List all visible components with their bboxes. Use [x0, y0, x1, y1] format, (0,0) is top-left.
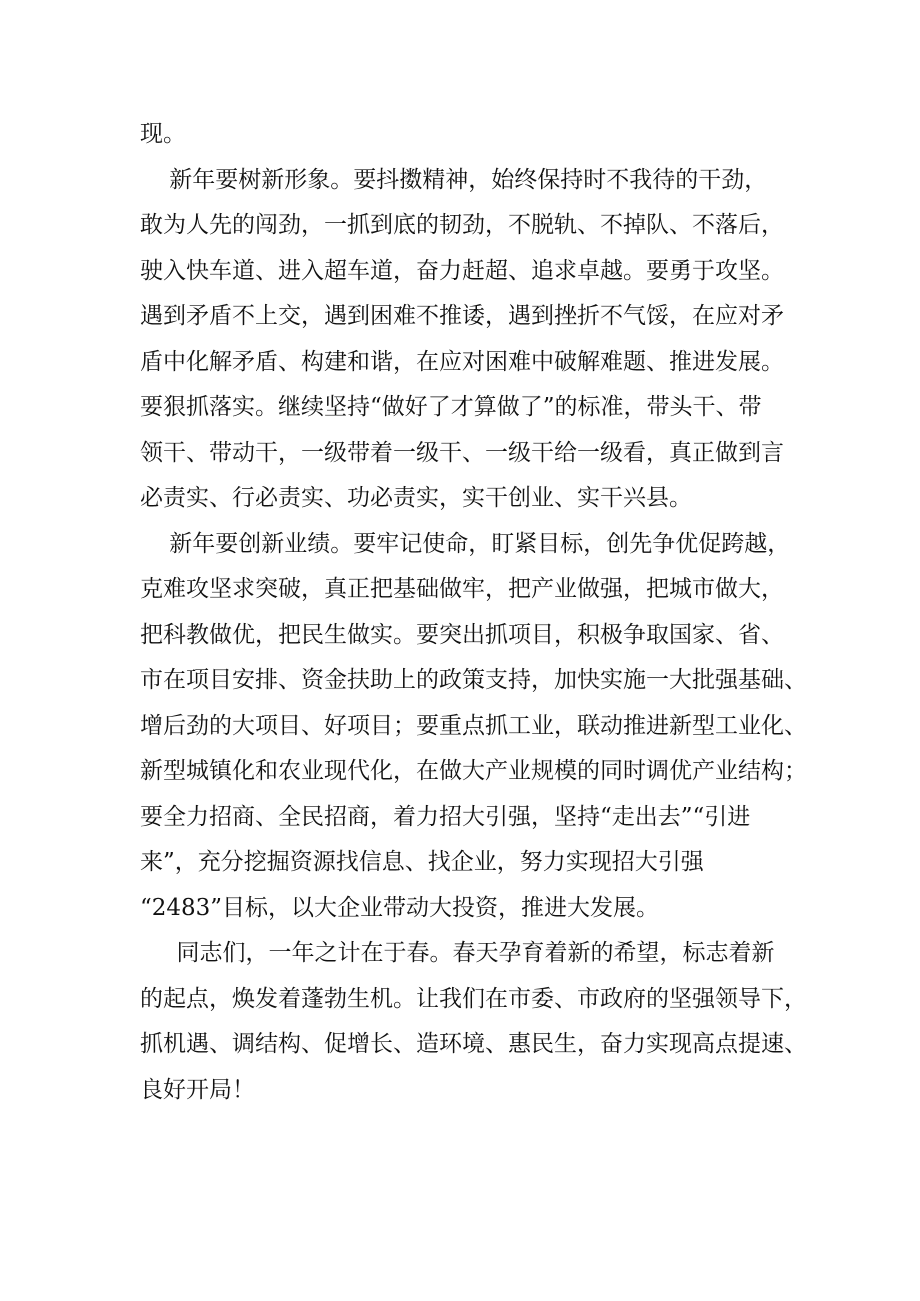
text-line: 克难攻坚求突破，真正把基础做牢，把产业做强，把城市做大， — [140, 576, 784, 602]
text-line: 敢为人先的闯劲，一抓到底的韧劲，不脱轨、不掉队、不落后， — [140, 212, 784, 238]
text-line: 驶入快车道、进入超车道，奋力赶超、追求卓越。要勇于攻坚。 — [140, 257, 784, 284]
text-line: 新型城镇化和农业现代化，在做大产业规模的同时调优产业结构； — [140, 758, 807, 784]
text-line: 现。 — [140, 121, 186, 147]
text-line: 良好开局！ — [140, 1076, 255, 1103]
text-line: 要全力招商、全民招商，着力招大引强，坚持“走出去”“引进 — [140, 803, 751, 830]
text-line: 要狠抓落实。继续坚持“做好了才算做了”的标准，带头干、带 — [140, 394, 762, 420]
text-line: “2483”目标，以大企业带动大投资，推进大发展。 — [140, 894, 660, 921]
text-line: 遇到矛盾不上交，遇到困难不推诿，遇到挫折不气馁，在应对矛 — [140, 303, 784, 329]
text-line: 盾中化解矛盾、构建和谐，在应对困难中破解难题、推进发展。 — [140, 348, 784, 375]
document-body — [140, 112, 807, 1113]
text-line: 同志们，一年之计在于春。春天孕育着新的希望，标志着新 — [140, 940, 775, 966]
text-line: 必责实、行必责实、功必责实，实干创业、实干兴县。 — [140, 485, 692, 511]
text-line: 新年要树新形象。要抖擞精神，始终保持时不我待的干劲， — [140, 166, 768, 193]
text-line: 领干、带动干，一级带着一级干、一级干给一级看，真正做到言 — [140, 439, 784, 466]
text-line: 市在项目安排、资金扶助上的政策支持，加快实施一大批强基础、 — [140, 667, 807, 693]
text-line: 把科教做优，把民生做实。要突出抓项目，积极争取国家、省、 — [140, 621, 784, 648]
text-line: 的起点，焕发着蓬勃生机。让我们在市委、市政府的坚强领导下， — [140, 985, 807, 1012]
text-line: 新年要创新业绩。要牢记使命，盯紧目标，创先争优促跨越， — [140, 530, 791, 557]
text-line: 增后劲的大项目、好项目；要重点抓工业，联动推进新型工业化、 — [140, 712, 807, 739]
text-line: 来”，充分挖掘资源找信息、找企业，努力实现招大引强 — [140, 849, 704, 875]
text-line: 抓机遇、调结构、促增长、造环境、惠民生，奋力实现高点提速、 — [140, 1031, 807, 1057]
